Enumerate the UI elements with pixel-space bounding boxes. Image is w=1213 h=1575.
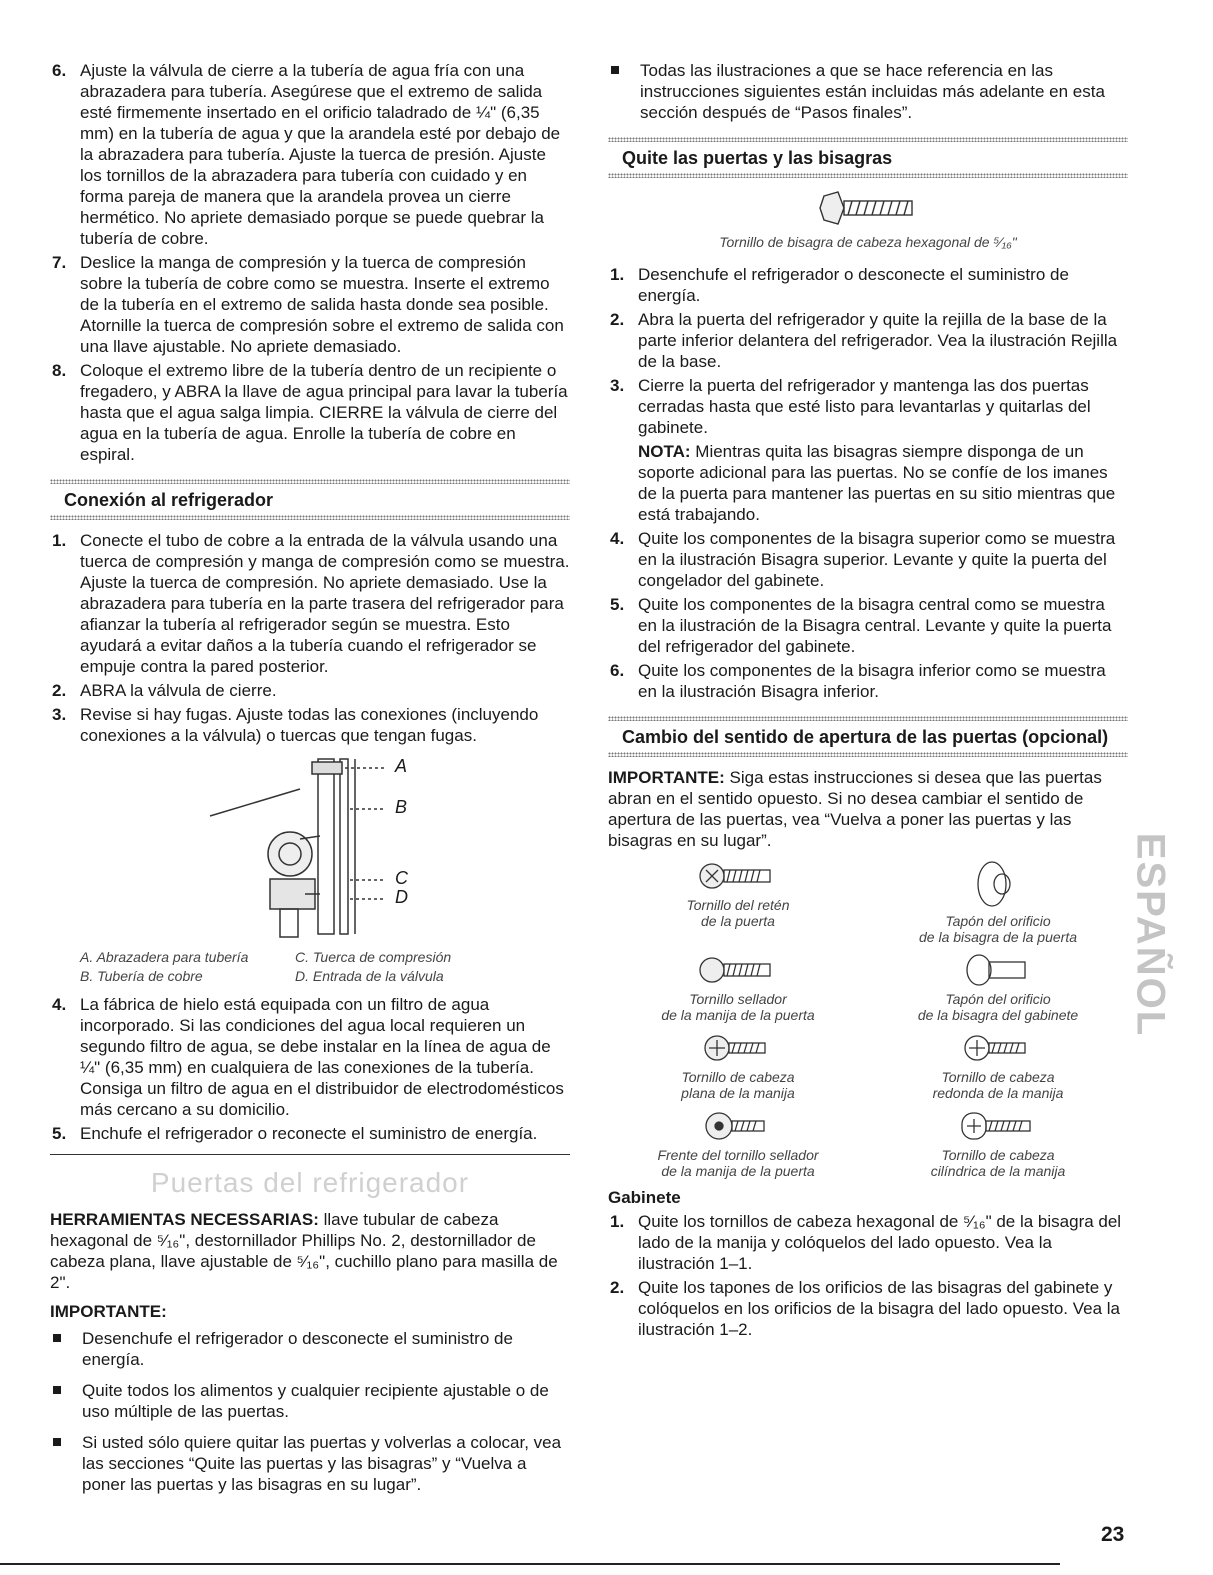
part-door-hinge-hole-plug — [868, 859, 1128, 945]
illustrations-bullet — [608, 60, 1128, 123]
important-label: IMPORTANTE: — [50, 1302, 167, 1321]
part-caption-line1: Tapón del orificio — [945, 991, 1051, 1007]
flat-head-screw-icon — [703, 1031, 773, 1065]
step-text: Coloque el extremo libre de la tubería dentro de un recipiente o fregadero, y ABRA la llave de agua principal para lavar la tubería hasta que el agua salga limpia. CIERRE la válvula de cierre del agua en la tubería de agua. Enrolle la tubería de cobre en espiral. — [80, 361, 568, 464]
step-number: 6. — [52, 61, 67, 80]
step-text: Revise si hay fugas. Ajuste todas las conexiones (incluyendo conexiones a la válvula) o tuercas que tengan fugas. — [80, 705, 539, 745]
step-number: 1. — [610, 1212, 625, 1231]
language-side-tab — [1128, 815, 1173, 1055]
step-text: Quite los componentes de la bisagra superior como se muestra en la ilustración Bisagra superior. Levante y quite la puerta del congelador del gabinete. — [638, 529, 1116, 590]
step-text: Conecte el tubo de cobre a la entrada de la válvula usando una tuerca de compresión y manga de compresión como se muestra. Ajuste la tuerca de compresión. No apriete demasiado. Use la abrazadera para tubería en la parte trasera del refrigerador para afianzar la tubería al refrigerador según se muestra. Esto ayudará a evitar daños a la tubería cuando el refrigerador se empuje contra la pared posterior. — [80, 531, 570, 676]
tools-label: HERRAMIENTAS NECESSARIAS: — [50, 1210, 319, 1229]
list-item — [50, 1123, 570, 1144]
list-item — [608, 660, 1128, 702]
door-hinge-hole-plug-icon — [968, 859, 1028, 909]
list-item — [50, 1432, 570, 1495]
step-number: 8. — [52, 361, 67, 380]
remove-doors-steps — [608, 264, 1128, 702]
part-flat-head-screw — [608, 1031, 868, 1101]
section-title-connection: Conexión al refrigerador — [64, 490, 274, 510]
step-number: 2. — [610, 1278, 625, 1297]
list-item — [50, 994, 570, 1120]
list-item — [608, 264, 1128, 306]
step-text: Quite los componentes de la bisagra central como se muestra en la ilustración de la Bisagra central. Levante y quite la puerta del refrigerador del gabinete. — [638, 595, 1112, 656]
figure-label-b: B — [395, 797, 408, 817]
list-item — [50, 1328, 570, 1370]
part-caption-line2: redonda de la manija — [932, 1085, 1064, 1101]
hinge-screw-caption: Tornillo de bisagra de cabeza hexagonal de ⁵⁄₁₆" — [719, 234, 1017, 250]
note-text: Mientras quita las bisagras siempre disponga de un soporte adicional para las puertas. No se confíe de los imanes de la puerta para mantener las puertas en su sitio mientras que está trabajando. — [638, 442, 1116, 524]
divider — [50, 1154, 570, 1155]
list-item — [50, 704, 570, 746]
valve-connection-figure — [50, 754, 570, 944]
list-item — [608, 1277, 1128, 1340]
step-text: Quite los tapones de los orificios de las bisagras del gabinete y colóquelos en los orificios de la bisagra del lado opuesto. Vea la ilustración 1–2. — [638, 1278, 1120, 1339]
part-caption-line2: de la bisagra de la puerta — [919, 929, 1077, 945]
step-number: 5. — [52, 1124, 67, 1143]
important-label: IMPORTANTE: — [608, 768, 725, 787]
divider — [608, 173, 1128, 178]
step-text: Enchufe el refrigerador o reconecte el suministro de energía. — [80, 1124, 538, 1143]
figure-captions — [80, 948, 570, 986]
step-number: 3. — [610, 376, 625, 395]
tools-paragraph — [50, 1209, 570, 1293]
step-number: 4. — [610, 529, 625, 548]
list-item — [50, 60, 570, 249]
step-number: 6. — [610, 661, 625, 680]
cabinet-title: Gabinete — [608, 1188, 681, 1207]
step-text: Deslice la manga de compresión y la tuerca de compresión sobre la tubería de cobre como se muestra. Inserte el extremo de la tubería en el extremo de salida hasta donde sea posible. Atornille la tuerca de compresión sobre el extremo de salida con una llave ajustable. No apriete demasiado. — [80, 253, 564, 356]
part-caption-line1: Tornillo de cabeza — [941, 1147, 1055, 1163]
list-item — [608, 1211, 1128, 1274]
part-caption-line2: de la bisagra del gabinete — [917, 1007, 1079, 1023]
list-item — [608, 528, 1128, 591]
step-number: 1. — [610, 265, 625, 284]
figure-label-c: C — [395, 868, 408, 888]
list-item — [50, 252, 570, 357]
section-header — [608, 137, 1128, 178]
step-number: 4. — [52, 995, 67, 1014]
section-header — [608, 716, 1128, 757]
important-bullets — [50, 1328, 570, 1495]
part-caption-line1: Tornillo sellador — [689, 991, 787, 1007]
part-handle-sealing-screw — [608, 953, 868, 1023]
divider — [50, 515, 570, 520]
step-number: 1. — [52, 531, 67, 550]
bullet-icon — [611, 66, 619, 74]
bullet-text: Todas las ilustraciones a que se hace referencia en las instrucciones siguientes están incluidas más adelante en esta sección después de “Pasos finales”. — [640, 61, 1105, 122]
step-number: 2. — [610, 310, 625, 329]
footer-rule — [0, 1563, 1060, 1565]
language-tab-text: ESPAÑOL — [1128, 832, 1173, 1038]
section-title-remove-doors: Quite las puertas y las bisagras — [622, 148, 893, 168]
figure-label-a: A — [395, 756, 408, 776]
part-caption-line1: Tornillo de cabeza — [941, 1069, 1055, 1085]
hex-hinge-screw-icon — [818, 188, 918, 228]
cabinet-steps — [608, 1211, 1128, 1340]
list-item — [608, 60, 1128, 123]
tools-text: llave tubular de cabeza hexagonal de ⁵⁄₁₆", destornillador Phillips No. 2, destornillador de cabeza plana, llave ajustable de ⁵⁄₁₆", cuchillo plano para masilla de 2". — [50, 1210, 558, 1292]
figure-label-d: D — [395, 887, 408, 907]
part-caption-line2: de la manija de la puerta — [661, 1163, 815, 1179]
list-item — [50, 680, 570, 701]
section-title-reverse-doors: Cambio del sentido de apertura de las puertas (opcional) — [622, 727, 1109, 747]
doors-section-title: Puertas del refrigerador — [150, 1167, 470, 1198]
list-item — [608, 375, 1128, 525]
caption-b: B. Tubería de cobre — [80, 968, 203, 984]
caption-d: D. Entrada de la válvula — [295, 968, 444, 984]
bullet-text: Quite todos los alimentos y cualquier recipiente ajustable o de uso múltiple de las puertas. — [82, 1381, 549, 1421]
step-text: La fábrica de hielo está equipada con un filtro de agua incorporado. Si las condiciones del agua local requieren un segundo filtro de agua, se debe instalar en la línea de agua de ¼" (6,35 mm) en cualquiera de las conexiones de la tubería. Consiga un filtro de agua en el distribuidor de electrodomésticos más cercano a su domicilio. — [80, 995, 564, 1119]
parts-grid — [608, 859, 1128, 1179]
important-text: Siga estas instrucciones si desea que las puertas abran en el sentido opuesto. Si no desea cambiar el sentido de apertura de las puertas, vea “Vuelva a poner las puertas y las bisagras en su lugar”. — [608, 768, 1102, 850]
divider — [608, 752, 1128, 757]
part-caption-line1: Tornillo de cabeza — [681, 1069, 795, 1085]
step-number: 7. — [52, 253, 67, 272]
list-item — [50, 1380, 570, 1422]
water-line-steps — [50, 60, 570, 465]
step-number: 2. — [52, 681, 67, 700]
step-number: 3. — [52, 705, 67, 724]
cabinet-hinge-hole-plug-icon — [963, 953, 1033, 987]
step-text: Abra la puerta del refrigerador y quite la rejilla de la base de la parte inferior delantera del refrigerador. Vea la ilustración Rejilla de la base. — [638, 310, 1118, 371]
part-door-stop-screw — [608, 859, 868, 945]
bullet-icon — [53, 1438, 61, 1446]
bullet-icon — [53, 1334, 61, 1342]
step-text: Quite los componentes de la bisagra inferior como se muestra en la ilustración Bisagra inferior. — [638, 661, 1106, 701]
part-caption-line2: cilíndrica de la manija — [930, 1163, 1066, 1179]
bullet-icon — [53, 1386, 61, 1394]
handle-sealing-screw-icon — [698, 953, 778, 987]
step-text: Cierre la puerta del refrigerador y mantenga las dos puertas cerradas hasta que esté listo para levantarlas y quitarlas del gabinete. — [638, 376, 1091, 437]
bullet-text: Desenchufe el refrigerador o desconecte el suministro de energía. — [82, 1329, 513, 1369]
step-text: ABRA la válvula de cierre. — [80, 681, 277, 700]
part-caption-line1: Tapón del orificio — [945, 913, 1051, 929]
list-item — [608, 309, 1128, 372]
part-caption-line2: de la manija de la puerta — [661, 1007, 815, 1023]
caption-c: C. Tuerca de compresión — [295, 949, 452, 965]
step-number: 5. — [610, 595, 625, 614]
caption-a: A. Abrazadera para tubería — [80, 949, 249, 965]
round-head-screw-icon — [963, 1031, 1033, 1065]
list-item — [608, 594, 1128, 657]
part-caption-line1: Frente del tornillo sellador — [657, 1147, 819, 1163]
right-column — [608, 60, 1128, 1343]
note-paragraph — [638, 441, 1128, 525]
door-stop-screw-icon — [698, 859, 778, 893]
connection-steps-continued — [50, 994, 570, 1144]
sealing-screw-front-icon — [703, 1109, 773, 1143]
note-label: NOTA: — [638, 442, 691, 461]
page-number: 23 — [1101, 1523, 1125, 1546]
part-cabinet-hinge-hole-plug — [868, 953, 1128, 1023]
part-sealing-screw-front — [608, 1109, 868, 1179]
list-item — [50, 360, 570, 465]
part-caption-line2: de la puerta — [701, 913, 775, 929]
step-text: Ajuste la válvula de cierre a la tubería de agua fría con una abrazadera para tubería. Asegúrese que el extremo de salida esté firmemente insertado en el orificio taladrado de ¼" (6,35 mm) en la tubería de agua y que la arandela esté por debajo de la abrazadera para tubería. Ajuste la tuerca de presión. Ajuste los tornillos de la abrazadera para tubería con cuidado y en forma pareja de manera que la arandela provea un cierre hermético. No apriete demasiado porque se puede quebrar la tubería de cobre. — [80, 61, 561, 248]
part-round-head-screw — [868, 1031, 1128, 1101]
cylinder-head-screw-icon — [958, 1109, 1038, 1143]
connection-steps — [50, 530, 570, 746]
part-caption-line1: Tornillo del retén — [686, 897, 790, 913]
part-cylinder-head-screw — [868, 1109, 1128, 1179]
section-header — [50, 479, 570, 520]
step-text: Desenchufe el refrigerador o desconecte el suministro de energía. — [638, 265, 1069, 305]
list-item — [50, 530, 570, 677]
left-column — [50, 60, 570, 1505]
bullet-text: Si usted sólo quiere quitar las puertas y volverlas a colocar, vea las secciones “Quite las puertas y las bisagras” y “Vuelva a poner las puertas y las bisagras en su lugar”. — [82, 1433, 562, 1494]
step-text: Quite los tornillos de cabeza hexagonal de ⁵⁄₁₆" de la bisagra del lado de la manija y colóquelos del lado opuesto. Vea la ilustración 1–1. — [638, 1212, 1122, 1273]
valve-illustration — [50, 754, 570, 944]
part-caption-line2: plana de la manija — [681, 1085, 795, 1101]
hinge-screw-figure — [608, 188, 1128, 252]
important-paragraph — [608, 767, 1128, 851]
